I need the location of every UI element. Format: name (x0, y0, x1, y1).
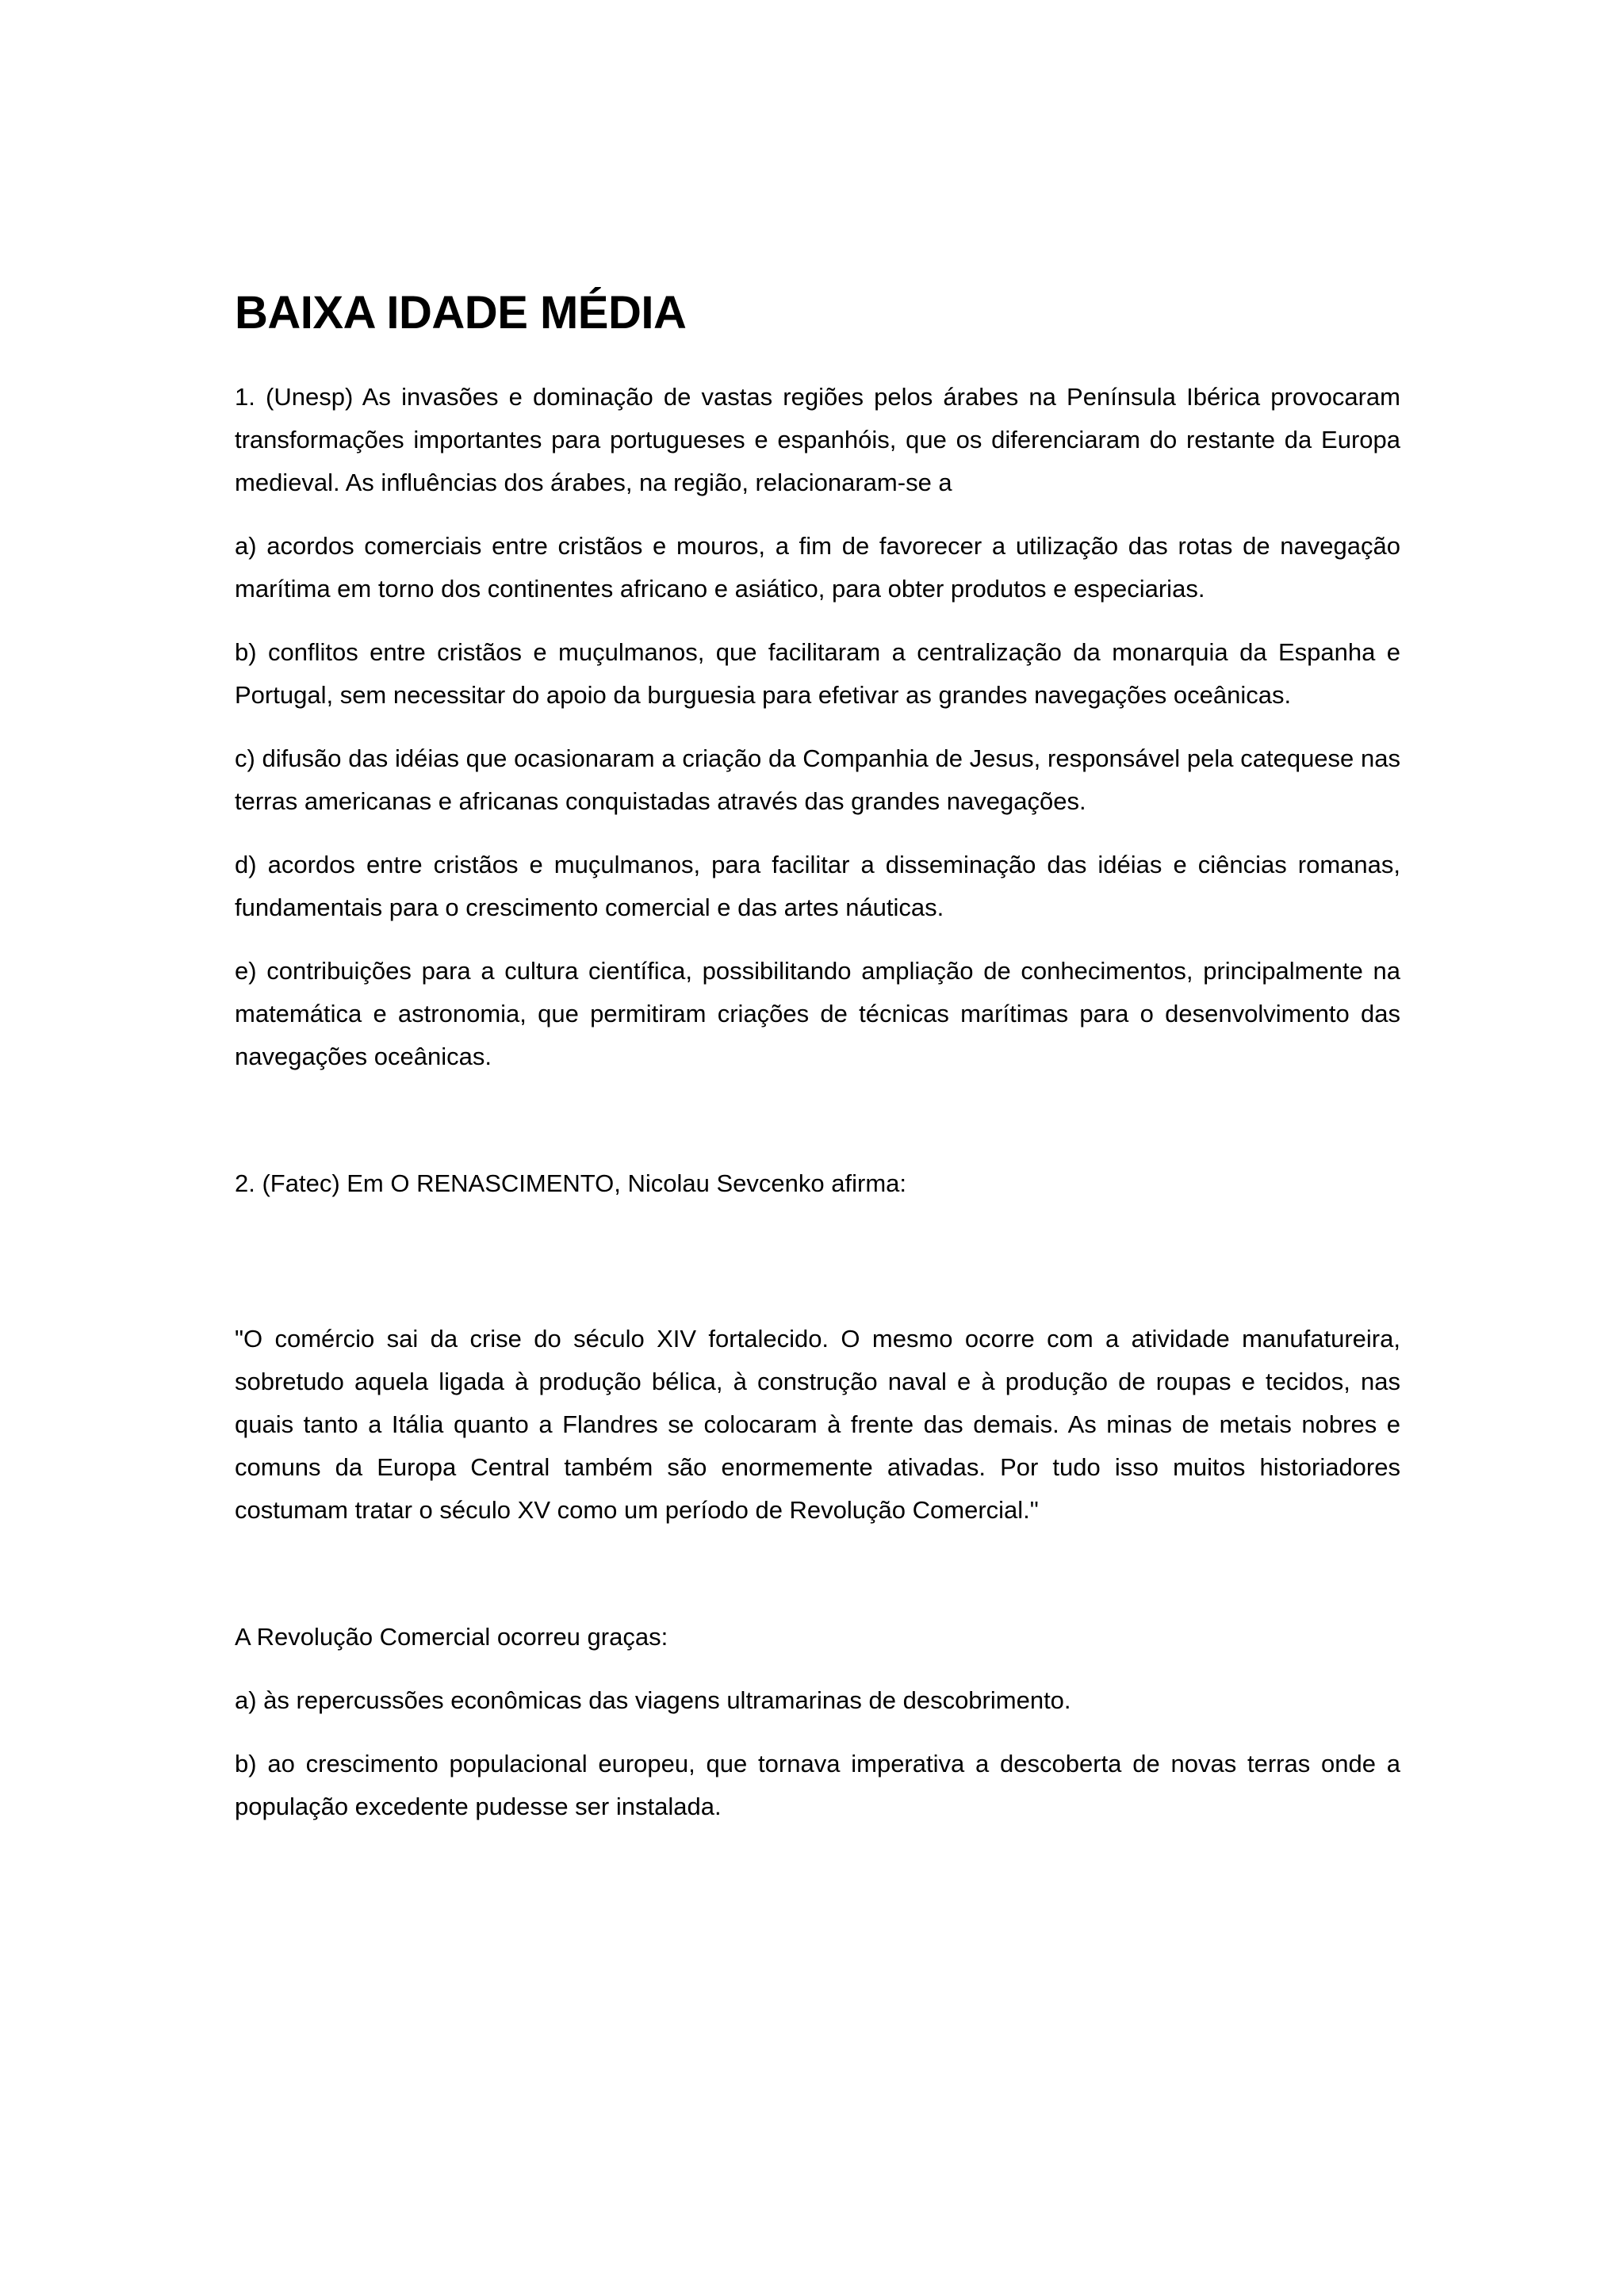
question-1-option-a: a) acordos comerciais entre cristãos e mouros, a fim de favorecer a utilização das rotas de navegação marítima em torno dos continentes africano e asiático, para obter produtos e especiarias. (235, 531, 1400, 603)
question-2-quote: "O comércio sai da crise do século XIV fortalecido. O mesmo ocorre com a atividade manufatureira, sobretudo aquela ligada à produção bélica, à construção naval e à produção de roupas e tecidos, nas quais tanto a Itália quanto a Flandres se colocaram à frente das demais. As minas de metais nobres e comuns da Europa Central também são enormemente ativadas. Por tudo isso muitos historiadores costumam tratar o século XV como um período de Revolução Comercial." (235, 1324, 1400, 1524)
section-spacer (235, 1099, 1400, 1162)
page-title: BAIXA IDADE MÉDIA (235, 287, 687, 339)
question-1-option-d: d) acordos entre cristãos e muçulmanos, para facilitar a disseminação das idéias e ciências romanas, fundamentais para o crescimento comercial e das artes náuticas. (235, 850, 1400, 921)
question-1-option-c: c) difusão das idéias que ocasionaram a criação da Companhia de Jesus, responsável pela catequese nas terras americanas e africanas conquistadas através das grandes navegações. (235, 744, 1400, 815)
question-1-stem: 1. (Unesp) As invasões e dominação de vastas regiões pelos árabes na Península Ibérica provocaram transformações importantes para portugueses e espanhóis, que os diferenciaram do restante da Europa medieval. As influências dos árabes, na região, relacionaram-se a (235, 382, 1400, 496)
question-2-option-b: b) ao crescimento populacional europeu, que tornava imperativa a descoberta de novas terras onde a população excedente pudesse ser instalada. (235, 1749, 1400, 1820)
section-spacer (235, 1226, 1400, 1318)
question-2-option-a: a) às repercussões econômicas das viagens ultramarinas de descobrimento. (235, 1686, 1071, 1714)
section-spacer (235, 1552, 1400, 1616)
question-1-option-b: b) conflitos entre cristãos e muçulmanos, que facilitaram a centralização da monarquia da Espanha e Portugal, sem necessitar do apoio da burguesia para efetivar as grandes navegações oceânicas. (235, 637, 1400, 709)
question-1-option-e: e) contribuições para a cultura científica, possibilitando ampliação de conhecimentos, principalmente na matemática e astronomia, que permitiram criações de técnicas marítimas para o desenvolvimento das navegações oceânicas. (235, 956, 1400, 1070)
question-2-intro: 2. (Fatec) Em O RENASCIMENTO, Nicolau Sevcenko afirma: (235, 1169, 906, 1197)
question-2-stem: A Revolução Comercial ocorreu graças: (235, 1622, 668, 1651)
document-body (235, 285, 1400, 1849)
